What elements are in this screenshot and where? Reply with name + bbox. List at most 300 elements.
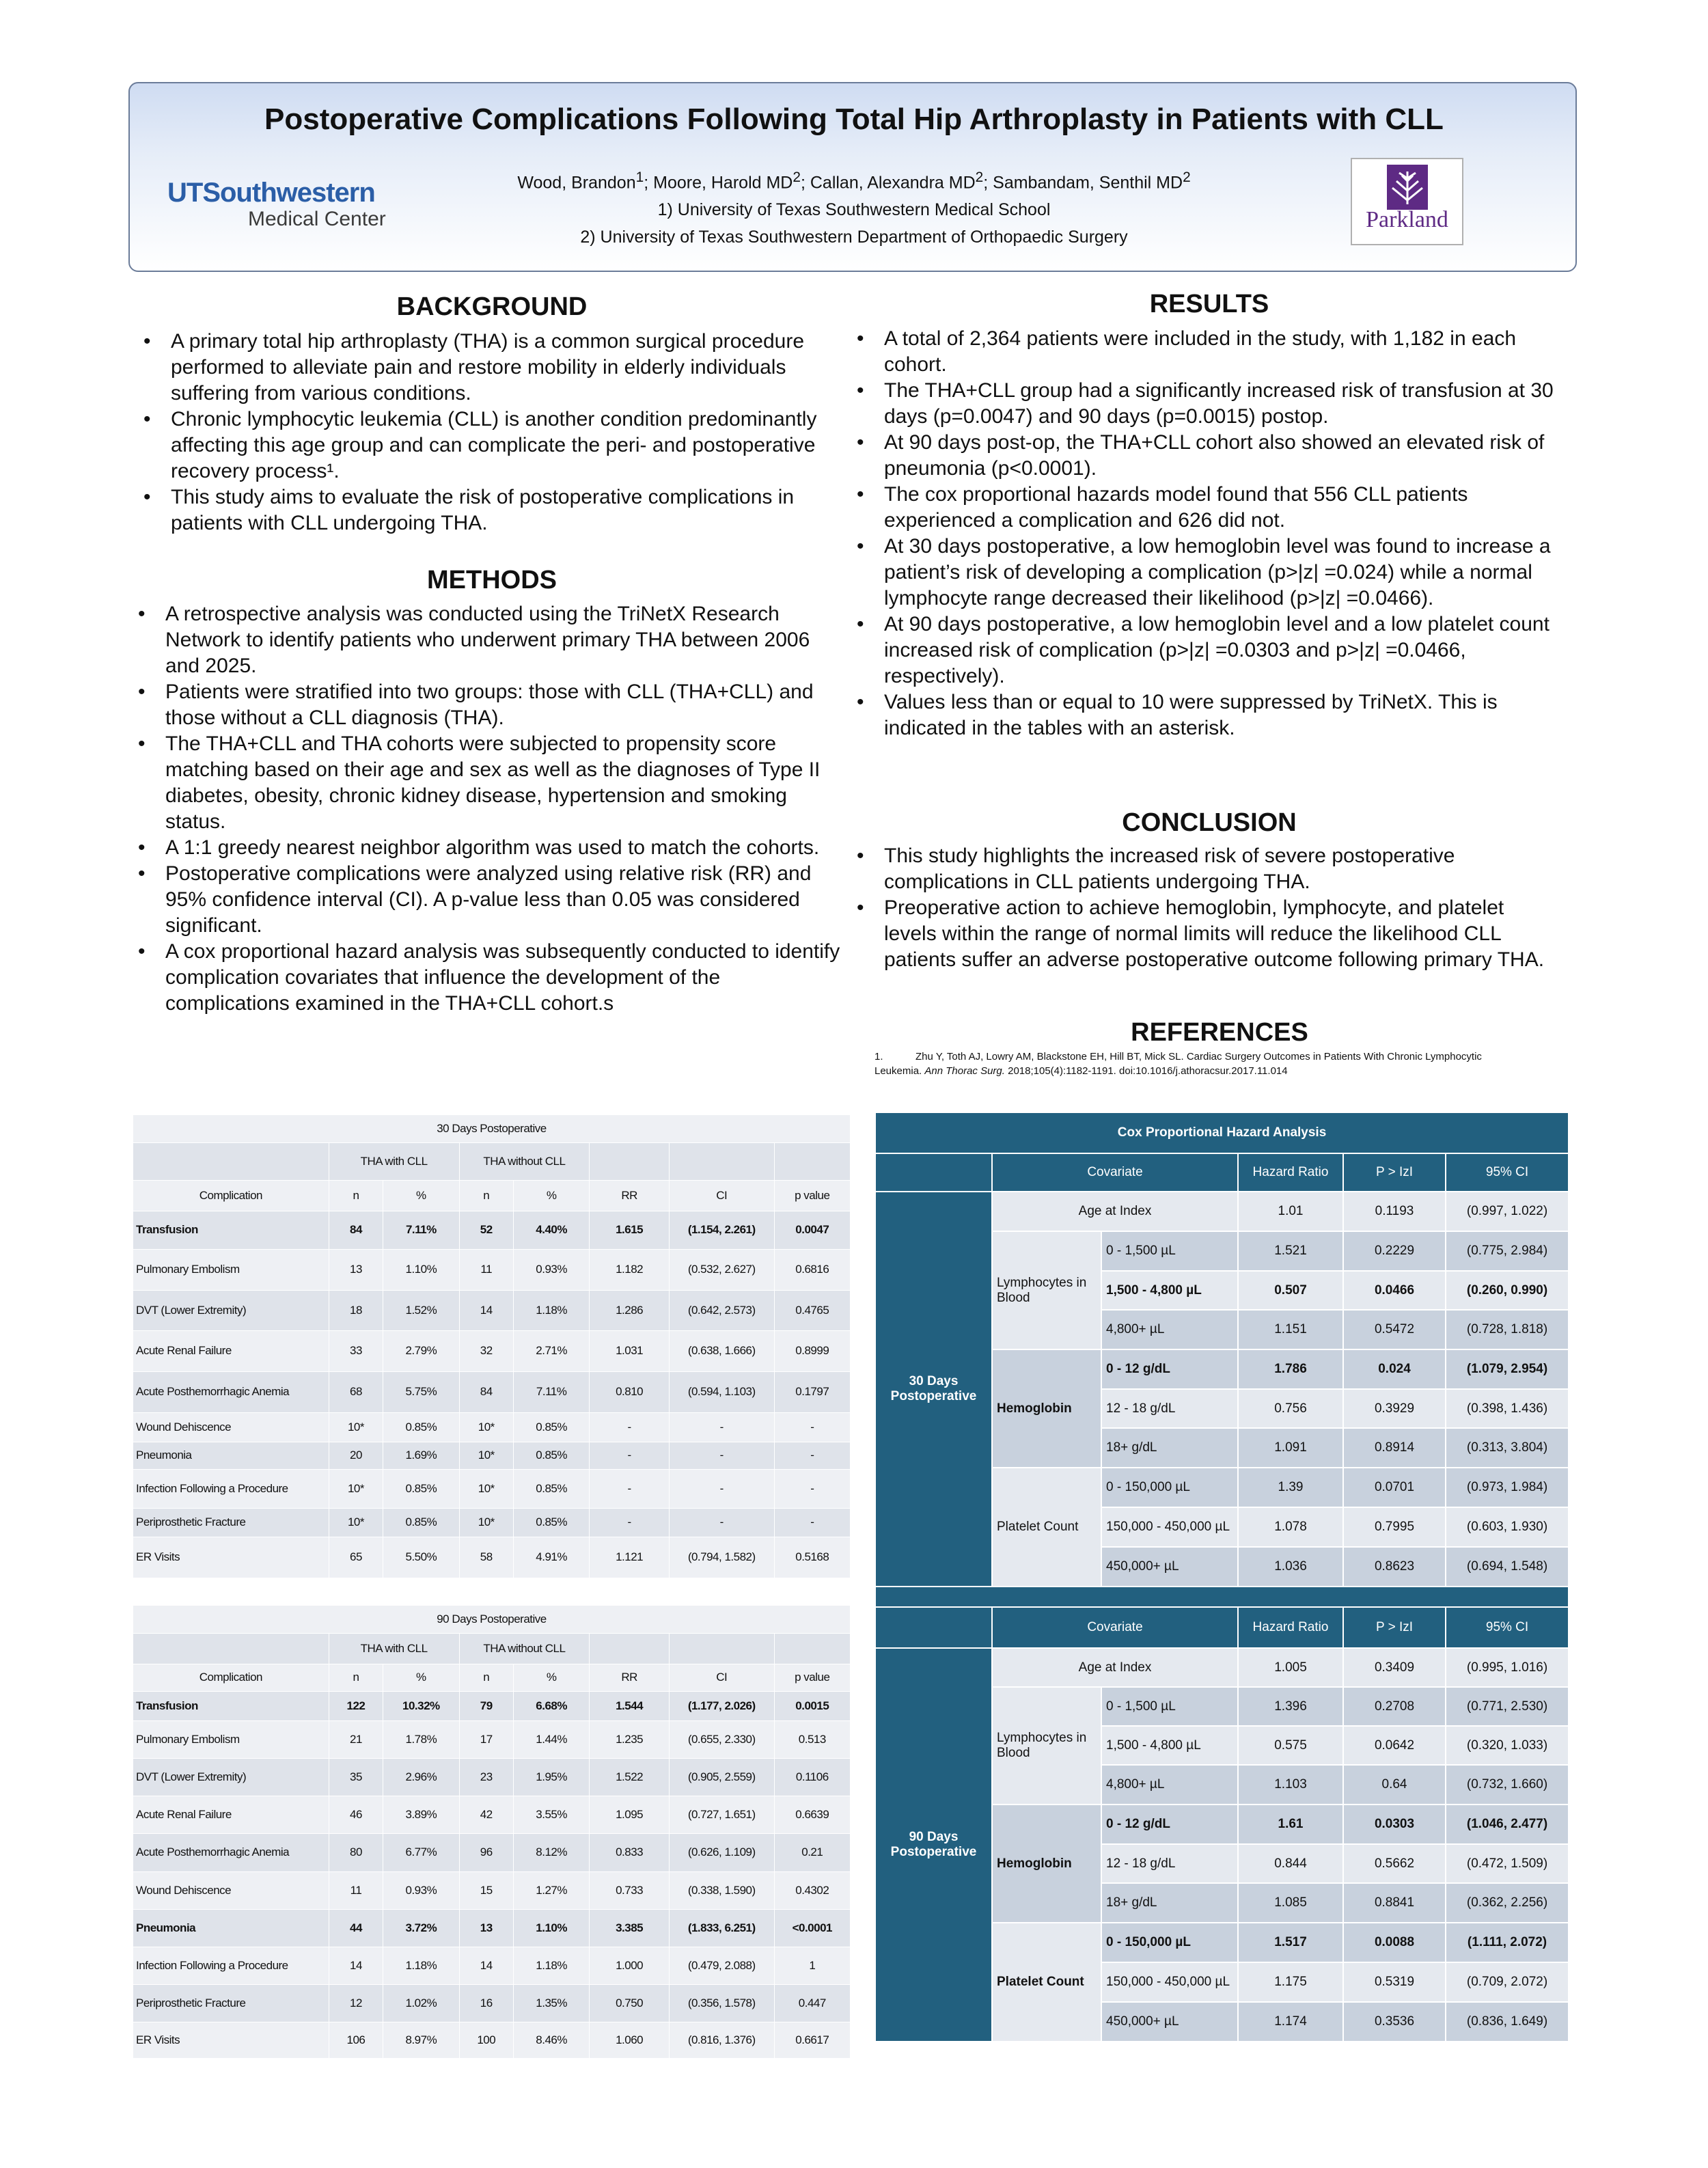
table-row xyxy=(133,2022,851,2058)
table-cell: 1.522 xyxy=(590,1758,670,1796)
table-cell: 10* xyxy=(459,1442,514,1469)
list-item: • This study aims to evaluate the risk of postoperative complications in patients with CLL undergoing THA. xyxy=(137,484,847,536)
covariate-label: Age at Index xyxy=(992,1192,1238,1231)
table-cell: 1.615 xyxy=(590,1211,670,1249)
table-cell: 13 xyxy=(459,1909,514,1947)
hazard-ratio: 0.575 xyxy=(1238,1726,1343,1765)
covariate-range: 450,000+ µL xyxy=(1101,2002,1238,2042)
background-heading: BACKGROUND xyxy=(396,292,588,321)
table-cell: 15 xyxy=(459,1871,514,1909)
table-cell: 11 xyxy=(329,1871,383,1909)
table-cell: 2.71% xyxy=(514,1330,590,1371)
table-cell: 79 xyxy=(459,1691,514,1720)
table-cell: (0.594, 1.103) xyxy=(669,1371,774,1412)
table-cell: 14 xyxy=(329,1947,383,1984)
cox-corner xyxy=(875,1607,992,1648)
list-item: • A 1:1 greedy nearest neighbor algorithm was used to match the cohorts. xyxy=(131,835,847,861)
cox-row xyxy=(875,1587,1569,1607)
table-cell: 0.0015 xyxy=(774,1691,850,1720)
covariate-range: 1,500 - 4,800 µL xyxy=(1101,1271,1238,1310)
table-cell: 0.1797 xyxy=(774,1371,850,1412)
covariate-range: 150,000 - 450,000 µL xyxy=(1101,1962,1238,2002)
column-header: % xyxy=(514,1664,590,1691)
table-cell: 7.11% xyxy=(514,1371,590,1412)
p-value: 0.8623 xyxy=(1343,1547,1446,1587)
confidence-interval: (0.728, 1.818) xyxy=(1446,1310,1569,1349)
reference-text-part: 2018;105(4):1182-1191. doi:10.1016/j.athoracsur.2017.11.014 xyxy=(1004,1065,1288,1077)
table-cell: 1.52% xyxy=(383,1290,459,1330)
table-row xyxy=(133,1330,851,1371)
hazard-ratio: 1.39 xyxy=(1238,1468,1343,1507)
references-heading: REFERENCES xyxy=(1131,1018,1308,1047)
row-label: Acute Renal Failure xyxy=(133,1796,329,1833)
table-cell: (0.727, 1.651) xyxy=(669,1796,774,1833)
table-cell: 1.10% xyxy=(514,1909,590,1947)
p-value: 0.3536 xyxy=(1343,2002,1446,2042)
hazard-ratio: 0.844 xyxy=(1238,1844,1343,1883)
row-label: Pneumonia xyxy=(133,1909,329,1947)
covariate-range: 0 - 1,500 µL xyxy=(1101,1687,1238,1726)
table-cell: - xyxy=(774,1508,850,1537)
table-cell: 1.121 xyxy=(590,1537,670,1578)
utsw-logo-line2: Medical Center xyxy=(248,208,386,230)
hazard-ratio: 1.085 xyxy=(1238,1883,1343,1923)
table-row xyxy=(133,1796,851,1833)
table-row xyxy=(133,1758,851,1796)
table-title: 90 Days Postoperative xyxy=(133,1606,851,1633)
table-cell: (0.532, 2.627) xyxy=(669,1249,774,1290)
covariate-range: 0 - 150,000 µL xyxy=(1101,1923,1238,1962)
cox-corner xyxy=(875,1153,992,1192)
table-group-row xyxy=(133,1633,851,1664)
p-value: 0.5662 xyxy=(1343,1844,1446,1883)
table-cell: (0.338, 1.590) xyxy=(669,1871,774,1909)
hazard-ratio: 1.091 xyxy=(1238,1428,1343,1468)
cox-row xyxy=(875,1112,1569,1153)
cox-table-body xyxy=(875,1112,1569,2042)
row-label: Periprosthetic Fracture xyxy=(133,1508,329,1537)
hazard-ratio: 1.078 xyxy=(1238,1507,1343,1547)
table-cell: 4.91% xyxy=(514,1537,590,1578)
column-header: P > IzI xyxy=(1343,1607,1446,1648)
table-cell: 5.50% xyxy=(383,1537,459,1578)
p-value: 0.024 xyxy=(1343,1349,1446,1389)
confidence-interval: (0.997, 1.022) xyxy=(1446,1192,1569,1231)
table-cell: 14 xyxy=(459,1290,514,1330)
hazard-ratio: 0.756 xyxy=(1238,1389,1343,1428)
background-list xyxy=(137,329,847,536)
list-item: • At 30 days postoperative, a low hemoglobin level was found to increase a patient’s risk of developing a complication (p>|z| =0.024) while a normal lymphocyte range decreased their likelihood (p>|z| =0.0466). xyxy=(850,534,1560,612)
table-cell: 122 xyxy=(329,1691,383,1720)
table-cell: 65 xyxy=(329,1537,383,1578)
table-cell: (0.642, 2.573) xyxy=(669,1290,774,1330)
list-item: • A cox proportional hazard analysis was subsequently conducted to identify complication covariates that influence the development of the complications examined in the THA+CLL cohort.s xyxy=(131,939,847,1017)
table-cell: 10* xyxy=(459,1412,514,1442)
row-label: Acute Posthemorrhagic Anemia xyxy=(133,1371,329,1412)
table-cell: 33 xyxy=(329,1330,383,1371)
table-cell: 1 xyxy=(774,1947,850,1984)
row-label: Pulmonary Embolism xyxy=(133,1720,329,1758)
list-item: • This study highlights the increased risk of severe postoperative complications in CLL patients undergoing THA. xyxy=(850,843,1560,895)
table-cell: 1.02% xyxy=(383,1984,459,2022)
column-header: n xyxy=(459,1180,514,1211)
cox-row xyxy=(875,1192,1569,1231)
table-cell: 10* xyxy=(329,1412,383,1442)
confidence-interval: (0.771, 2.530) xyxy=(1446,1687,1569,1726)
table-row xyxy=(133,1909,851,1947)
table-cell: 6.77% xyxy=(383,1833,459,1871)
table-row xyxy=(133,1720,851,1758)
methods-list xyxy=(131,601,847,1017)
table-row xyxy=(133,1691,851,1720)
table-cell: (0.356, 1.578) xyxy=(669,1984,774,2022)
cox-group-label: 30 Days Postoperative xyxy=(875,1192,992,1587)
p-value: 0.0701 xyxy=(1343,1468,1446,1507)
covariate-range: 0 - 12 g/dL xyxy=(1101,1349,1238,1389)
table-cell: 84 xyxy=(459,1371,514,1412)
column-header: RR xyxy=(590,1664,670,1691)
table-cell: 3.385 xyxy=(590,1909,670,1947)
column-header: P > IzI xyxy=(1343,1153,1446,1192)
hazard-ratio: 1.396 xyxy=(1238,1687,1343,1726)
table-cell: (0.638, 1.666) xyxy=(669,1330,774,1371)
confidence-interval: (0.694, 1.548) xyxy=(1446,1547,1569,1587)
covariate-name: Lymphocytes in Blood xyxy=(992,1231,1101,1349)
column-header: p value xyxy=(774,1664,850,1691)
affiliation-2: 2) University of Texas Southwestern Department of Orthopaedic Surgery xyxy=(580,228,1128,247)
table-cell: 0.1106 xyxy=(774,1758,850,1796)
table-cell: 10* xyxy=(329,1469,383,1508)
covariate-range: 150,000 - 450,000 µL xyxy=(1101,1507,1238,1547)
table-cell: 46 xyxy=(329,1796,383,1833)
table-cell: 1.78% xyxy=(383,1720,459,1758)
column-header: Complication xyxy=(133,1664,329,1691)
table-cell: (1.177, 2.026) xyxy=(669,1691,774,1720)
table-row xyxy=(133,1833,851,1871)
p-value: 0.64 xyxy=(1343,1765,1446,1805)
table-row xyxy=(133,1984,851,2022)
column-header: Hazard Ratio xyxy=(1238,1607,1343,1648)
table-cell: - xyxy=(669,1508,774,1537)
cox-spacer xyxy=(875,1587,1569,1607)
table-title: 30 Days Postoperative xyxy=(133,1115,851,1142)
group-header: THA with CLL xyxy=(329,1633,459,1664)
table-cell: (0.905, 2.559) xyxy=(669,1758,774,1796)
table-30-days xyxy=(133,1115,851,1578)
group-header: THA without CLL xyxy=(459,1142,590,1180)
table-row xyxy=(133,1290,851,1330)
table-cell: 8.97% xyxy=(383,2022,459,2058)
hazard-ratio: 1.151 xyxy=(1238,1310,1343,1349)
column-header: CI xyxy=(669,1664,774,1691)
table-cell: 0.93% xyxy=(383,1871,459,1909)
table-cell: 0.513 xyxy=(774,1720,850,1758)
hazard-ratio: 1.521 xyxy=(1238,1231,1343,1271)
affiliation-1: 1) University of Texas Southwestern Medical School xyxy=(657,200,1051,220)
confidence-interval: (1.111, 2.072) xyxy=(1446,1923,1569,1962)
p-value: 0.0088 xyxy=(1343,1923,1446,1962)
table-title-row xyxy=(133,1606,851,1633)
row-label: Infection Following a Procedure xyxy=(133,1947,329,1984)
row-label: ER Visits xyxy=(133,1537,329,1578)
list-item: • The THA+CLL and THA cohorts were subjected to propensity score matching based on their age and sex as well as the diagnoses of Type II diabetes, obesity, chronic kidney disease, hypertension and smoking status. xyxy=(131,731,847,835)
column-header: 95% CI xyxy=(1446,1607,1569,1648)
p-value: 0.1193 xyxy=(1343,1192,1446,1231)
table-cell: 80 xyxy=(329,1833,383,1871)
table-cell: 68 xyxy=(329,1371,383,1412)
row-label: Transfusion xyxy=(133,1691,329,1720)
table-cell: 7.11% xyxy=(383,1211,459,1249)
covariate-name: Platelet Count xyxy=(992,1923,1101,2042)
p-value: 0.3409 xyxy=(1343,1648,1446,1687)
table-cell: (0.655, 2.330) xyxy=(669,1720,774,1758)
table-cell: 0.6617 xyxy=(774,2022,850,2058)
confidence-interval: (0.775, 2.984) xyxy=(1446,1231,1569,1271)
hazard-ratio: 1.174 xyxy=(1238,2002,1343,2042)
confidence-interval: (0.260, 0.990) xyxy=(1446,1271,1569,1310)
list-item: • Chronic lymphocytic leukemia (CLL) is another condition predominantly affecting this age group and can complicate the peri- and postoperative recovery process¹. xyxy=(137,407,847,484)
list-item: • Postoperative complications were analyzed using relative risk (RR) and 95% confidence interval (CI). A p-value less than 0.05 was considered significant. xyxy=(131,861,847,939)
column-header: % xyxy=(383,1180,459,1211)
confidence-interval: (0.836, 1.649) xyxy=(1446,2002,1569,2042)
list-item: • At 90 days post-op, the THA+CLL cohort also showed an elevated risk of pneumonia (p<0.0001). xyxy=(850,430,1560,482)
table-body xyxy=(133,1211,851,1578)
covariate-range: 450,000+ µL xyxy=(1101,1547,1238,1587)
cox-row xyxy=(875,1153,1569,1192)
list-item: • A primary total hip arthroplasty (THA) is a common surgical procedure performed to alleviate pain and restore mobility in elderly individuals suffering from various conditions. xyxy=(137,329,847,407)
column-header: % xyxy=(383,1664,459,1691)
table-cell: 1.095 xyxy=(590,1796,670,1833)
cox-row xyxy=(875,1648,1569,1687)
table-cell: (0.816, 1.376) xyxy=(669,2022,774,2058)
results-list xyxy=(850,326,1560,741)
row-label: Wound Dehiscence xyxy=(133,1871,329,1909)
table-90-days xyxy=(133,1606,851,2059)
table-row xyxy=(133,1211,851,1249)
confidence-interval: (0.472, 1.509) xyxy=(1446,1844,1569,1883)
p-value: 0.2229 xyxy=(1343,1231,1446,1271)
table-cell: 1.544 xyxy=(590,1691,670,1720)
p-value: 0.8914 xyxy=(1343,1428,1446,1468)
cox-group-label: 90 Days Postoperative xyxy=(875,1648,992,2042)
table-cell: 6.68% xyxy=(514,1691,590,1720)
column-header: Covariate xyxy=(992,1607,1238,1648)
group-header: THA without CLL xyxy=(459,1633,590,1664)
confidence-interval: (0.313, 3.804) xyxy=(1446,1428,1569,1468)
table-cell: 5.75% xyxy=(383,1371,459,1412)
table-header-row xyxy=(133,1180,851,1211)
table-cell: - xyxy=(774,1469,850,1508)
list-item: • At 90 days postoperative, a low hemoglobin level and a low platelet count increased risk of complication (p>|z| =0.0303 and p>|z| =0.0466, respectively). xyxy=(850,612,1560,689)
table-cell: 16 xyxy=(459,1984,514,2022)
table-cell: 0.750 xyxy=(590,1984,670,2022)
table-cell: 106 xyxy=(329,2022,383,2058)
confidence-interval: (0.362, 2.256) xyxy=(1446,1883,1569,1923)
confidence-interval: (0.973, 1.984) xyxy=(1446,1468,1569,1507)
p-value: 0.0303 xyxy=(1343,1805,1446,1844)
table-cell: 1.235 xyxy=(590,1720,670,1758)
list-item: • The THA+CLL group had a significantly increased risk of transfusion at 30 days (p=0.0047) and 90 days (p=0.0015) postop. xyxy=(850,378,1560,430)
table-cell: 84 xyxy=(329,1211,383,1249)
list-item: • Patients were stratified into two groups: those with CLL (THA+CLL) and those without a CLL diagnosis (THA). xyxy=(131,679,847,731)
table-cell: 42 xyxy=(459,1796,514,1833)
table-cell: 21 xyxy=(329,1720,383,1758)
table-cell: 1.35% xyxy=(514,1984,590,2022)
row-label: ER Visits xyxy=(133,2022,329,2058)
table-cell: - xyxy=(774,1412,850,1442)
conclusion-list xyxy=(850,843,1560,973)
table-cell: 8.12% xyxy=(514,1833,590,1871)
table-cell: 0.0047 xyxy=(774,1211,850,1249)
table-cell: 18 xyxy=(329,1290,383,1330)
reference-number: 1. xyxy=(874,1051,883,1062)
column-header: p value xyxy=(774,1180,850,1211)
table-row xyxy=(133,1412,851,1442)
table-cell: - xyxy=(590,1442,670,1469)
p-value: 0.3929 xyxy=(1343,1389,1446,1428)
table-cell: 32 xyxy=(459,1330,514,1371)
utsw-logo xyxy=(167,178,413,232)
hazard-ratio: 1.103 xyxy=(1238,1765,1343,1805)
table-cell: (0.794, 1.582) xyxy=(669,1537,774,1578)
table-cell: 1.182 xyxy=(590,1249,670,1290)
table-cell: 2.79% xyxy=(383,1330,459,1371)
table-cell: - xyxy=(774,1442,850,1469)
row-label: Infection Following a Procedure xyxy=(133,1469,329,1508)
table-cell: 1.031 xyxy=(590,1330,670,1371)
table-cell: 8.46% xyxy=(514,2022,590,2058)
table-cell: 23 xyxy=(459,1758,514,1796)
author-list: Wood, Brandon$^1$; Moore, Harold $MD^2$; Callan, Alexandra $MD^2$; Sambandam, Senthil $MD^2$ xyxy=(517,169,1191,193)
table-row xyxy=(133,1871,851,1909)
row-label: Periprosthetic Fracture xyxy=(133,1984,329,2022)
confidence-interval: (0.398, 1.436) xyxy=(1446,1389,1569,1428)
list-item: • A retrospective analysis was conducted using the TriNetX Research Network to identify patients who underwent primary THA between 2006 and 2025. xyxy=(131,601,847,679)
group-header: THA with CLL xyxy=(329,1142,459,1180)
confidence-interval: (0.995, 1.016) xyxy=(1446,1648,1569,1687)
covariate-range: 1,500 - 4,800 µL xyxy=(1101,1726,1238,1765)
table-cell: 0.4302 xyxy=(774,1871,850,1909)
table-row xyxy=(133,1947,851,1984)
table-cell: - xyxy=(669,1442,774,1469)
table-cell: 44 xyxy=(329,1909,383,1947)
p-value: 0.0642 xyxy=(1343,1726,1446,1765)
table-cell: 52 xyxy=(459,1211,514,1249)
table-row xyxy=(133,1371,851,1412)
covariate-range: 12 - 18 g/dL xyxy=(1101,1389,1238,1428)
row-label: Acute Posthemorrhagic Anemia xyxy=(133,1833,329,1871)
table-cell: 0.5168 xyxy=(774,1537,850,1578)
hazard-ratio: 1.786 xyxy=(1238,1349,1343,1389)
utsw-logo-line1: UTSouthwestern xyxy=(167,178,375,208)
table-cell: 20 xyxy=(329,1442,383,1469)
table-cell: - xyxy=(669,1469,774,1508)
author-name: Callan, Alexandra MD xyxy=(810,173,976,193)
table-cell: 0.6816 xyxy=(774,1249,850,1290)
row-label: Pulmonary Embolism xyxy=(133,1249,329,1290)
column-header: n xyxy=(329,1180,383,1211)
table-group-row xyxy=(133,1142,851,1180)
column-header: CI xyxy=(669,1180,774,1211)
table-cell: 10* xyxy=(329,1508,383,1537)
poster-title: Postoperative Complications Following Total Hip Arthroplasty in Patients with CLL xyxy=(264,102,1444,136)
table-cell: 14 xyxy=(459,1947,514,1984)
hazard-ratio: 1.517 xyxy=(1238,1923,1343,1962)
table-cell: 1.69% xyxy=(383,1442,459,1469)
table-cell: - xyxy=(590,1412,670,1442)
column-header: n xyxy=(329,1664,383,1691)
table-cell: - xyxy=(590,1469,670,1508)
p-value: 0.2708 xyxy=(1343,1687,1446,1726)
confidence-interval: (1.079, 2.954) xyxy=(1446,1349,1569,1389)
table-cell: 0.733 xyxy=(590,1871,670,1909)
reference-text-part: Zhu Y, Toth AJ, Lowry AM, Blackstone EH, Hill BT, Mick SL. Cardiac Surgery Outcomes in Patients With Chronic Lymphocytic Leukemia. xyxy=(874,1051,1482,1077)
confidence-interval: (1.046, 2.477) xyxy=(1446,1805,1569,1844)
row-label: Acute Renal Failure xyxy=(133,1330,329,1371)
table-cell: 1.95% xyxy=(514,1758,590,1796)
reference-item xyxy=(874,1049,1530,1078)
table-cell: 0.447 xyxy=(774,1984,850,2022)
list-item: • The cox proportional hazards model found that 556 CLL patients experienced a complication and 626 did not. xyxy=(850,482,1560,534)
column-header: Hazard Ratio xyxy=(1238,1153,1343,1192)
reference-journal: Ann Thorac Surg. xyxy=(924,1065,1005,1077)
covariate-range: 0 - 150,000 µL xyxy=(1101,1468,1238,1507)
table-cell: 10.32% xyxy=(383,1691,459,1720)
table-cell: 0.6639 xyxy=(774,1796,850,1833)
covariate-name: Platelet Count xyxy=(992,1468,1101,1587)
table-cell: 17 xyxy=(459,1720,514,1758)
table-cell: 1.060 xyxy=(590,2022,670,2058)
cox-row xyxy=(875,1607,1569,1648)
author-name: Wood, Brandon xyxy=(517,173,636,193)
covariate-range: 0 - 1,500 µL xyxy=(1101,1231,1238,1271)
table-cell: 96 xyxy=(459,1833,514,1871)
author-name: Moore, Harold MD xyxy=(653,173,793,193)
table-cell: 0.85% xyxy=(514,1508,590,1537)
table-cell: 0.833 xyxy=(590,1833,670,1871)
table-cell: 0.85% xyxy=(514,1442,590,1469)
column-header: 95% CI xyxy=(1446,1153,1569,1192)
table-cell: 1.18% xyxy=(514,1947,590,1984)
covariate-range: 4,800+ µL xyxy=(1101,1765,1238,1805)
table-cell: - xyxy=(669,1412,774,1442)
column-header: Complication xyxy=(133,1180,329,1211)
table-cell: 0.21 xyxy=(774,1833,850,1871)
table-cell: 12 xyxy=(329,1984,383,2022)
hazard-ratio: 1.01 xyxy=(1238,1192,1343,1231)
table-cell: 1.10% xyxy=(383,1249,459,1290)
list-item: • A total of 2,364 patients were included in the study, with 1,182 in each cohort. xyxy=(850,326,1560,378)
table-cell: 3.89% xyxy=(383,1796,459,1833)
column-header: Covariate xyxy=(992,1153,1238,1192)
confidence-interval: (0.709, 2.072) xyxy=(1446,1962,1569,2002)
table-cell: 10* xyxy=(459,1469,514,1508)
p-value: 0.8841 xyxy=(1343,1883,1446,1923)
table-row xyxy=(133,1508,851,1537)
table-body xyxy=(133,1691,851,2058)
table-cell: - xyxy=(590,1508,670,1537)
table-row xyxy=(133,1249,851,1290)
hazard-ratio: 1.61 xyxy=(1238,1805,1343,1844)
cox-table-container xyxy=(874,1112,1568,2074)
confidence-interval: (0.603, 1.930) xyxy=(1446,1507,1569,1547)
table-cell: 0.4765 xyxy=(774,1290,850,1330)
covariate-range: 18+ g/dL xyxy=(1101,1428,1238,1468)
covariate-name: Hemoglobin xyxy=(992,1349,1101,1468)
row-label: DVT (Lower Extremity) xyxy=(133,1290,329,1330)
cox-table xyxy=(874,1112,1569,2042)
hazard-ratio: 1.175 xyxy=(1238,1962,1343,2002)
